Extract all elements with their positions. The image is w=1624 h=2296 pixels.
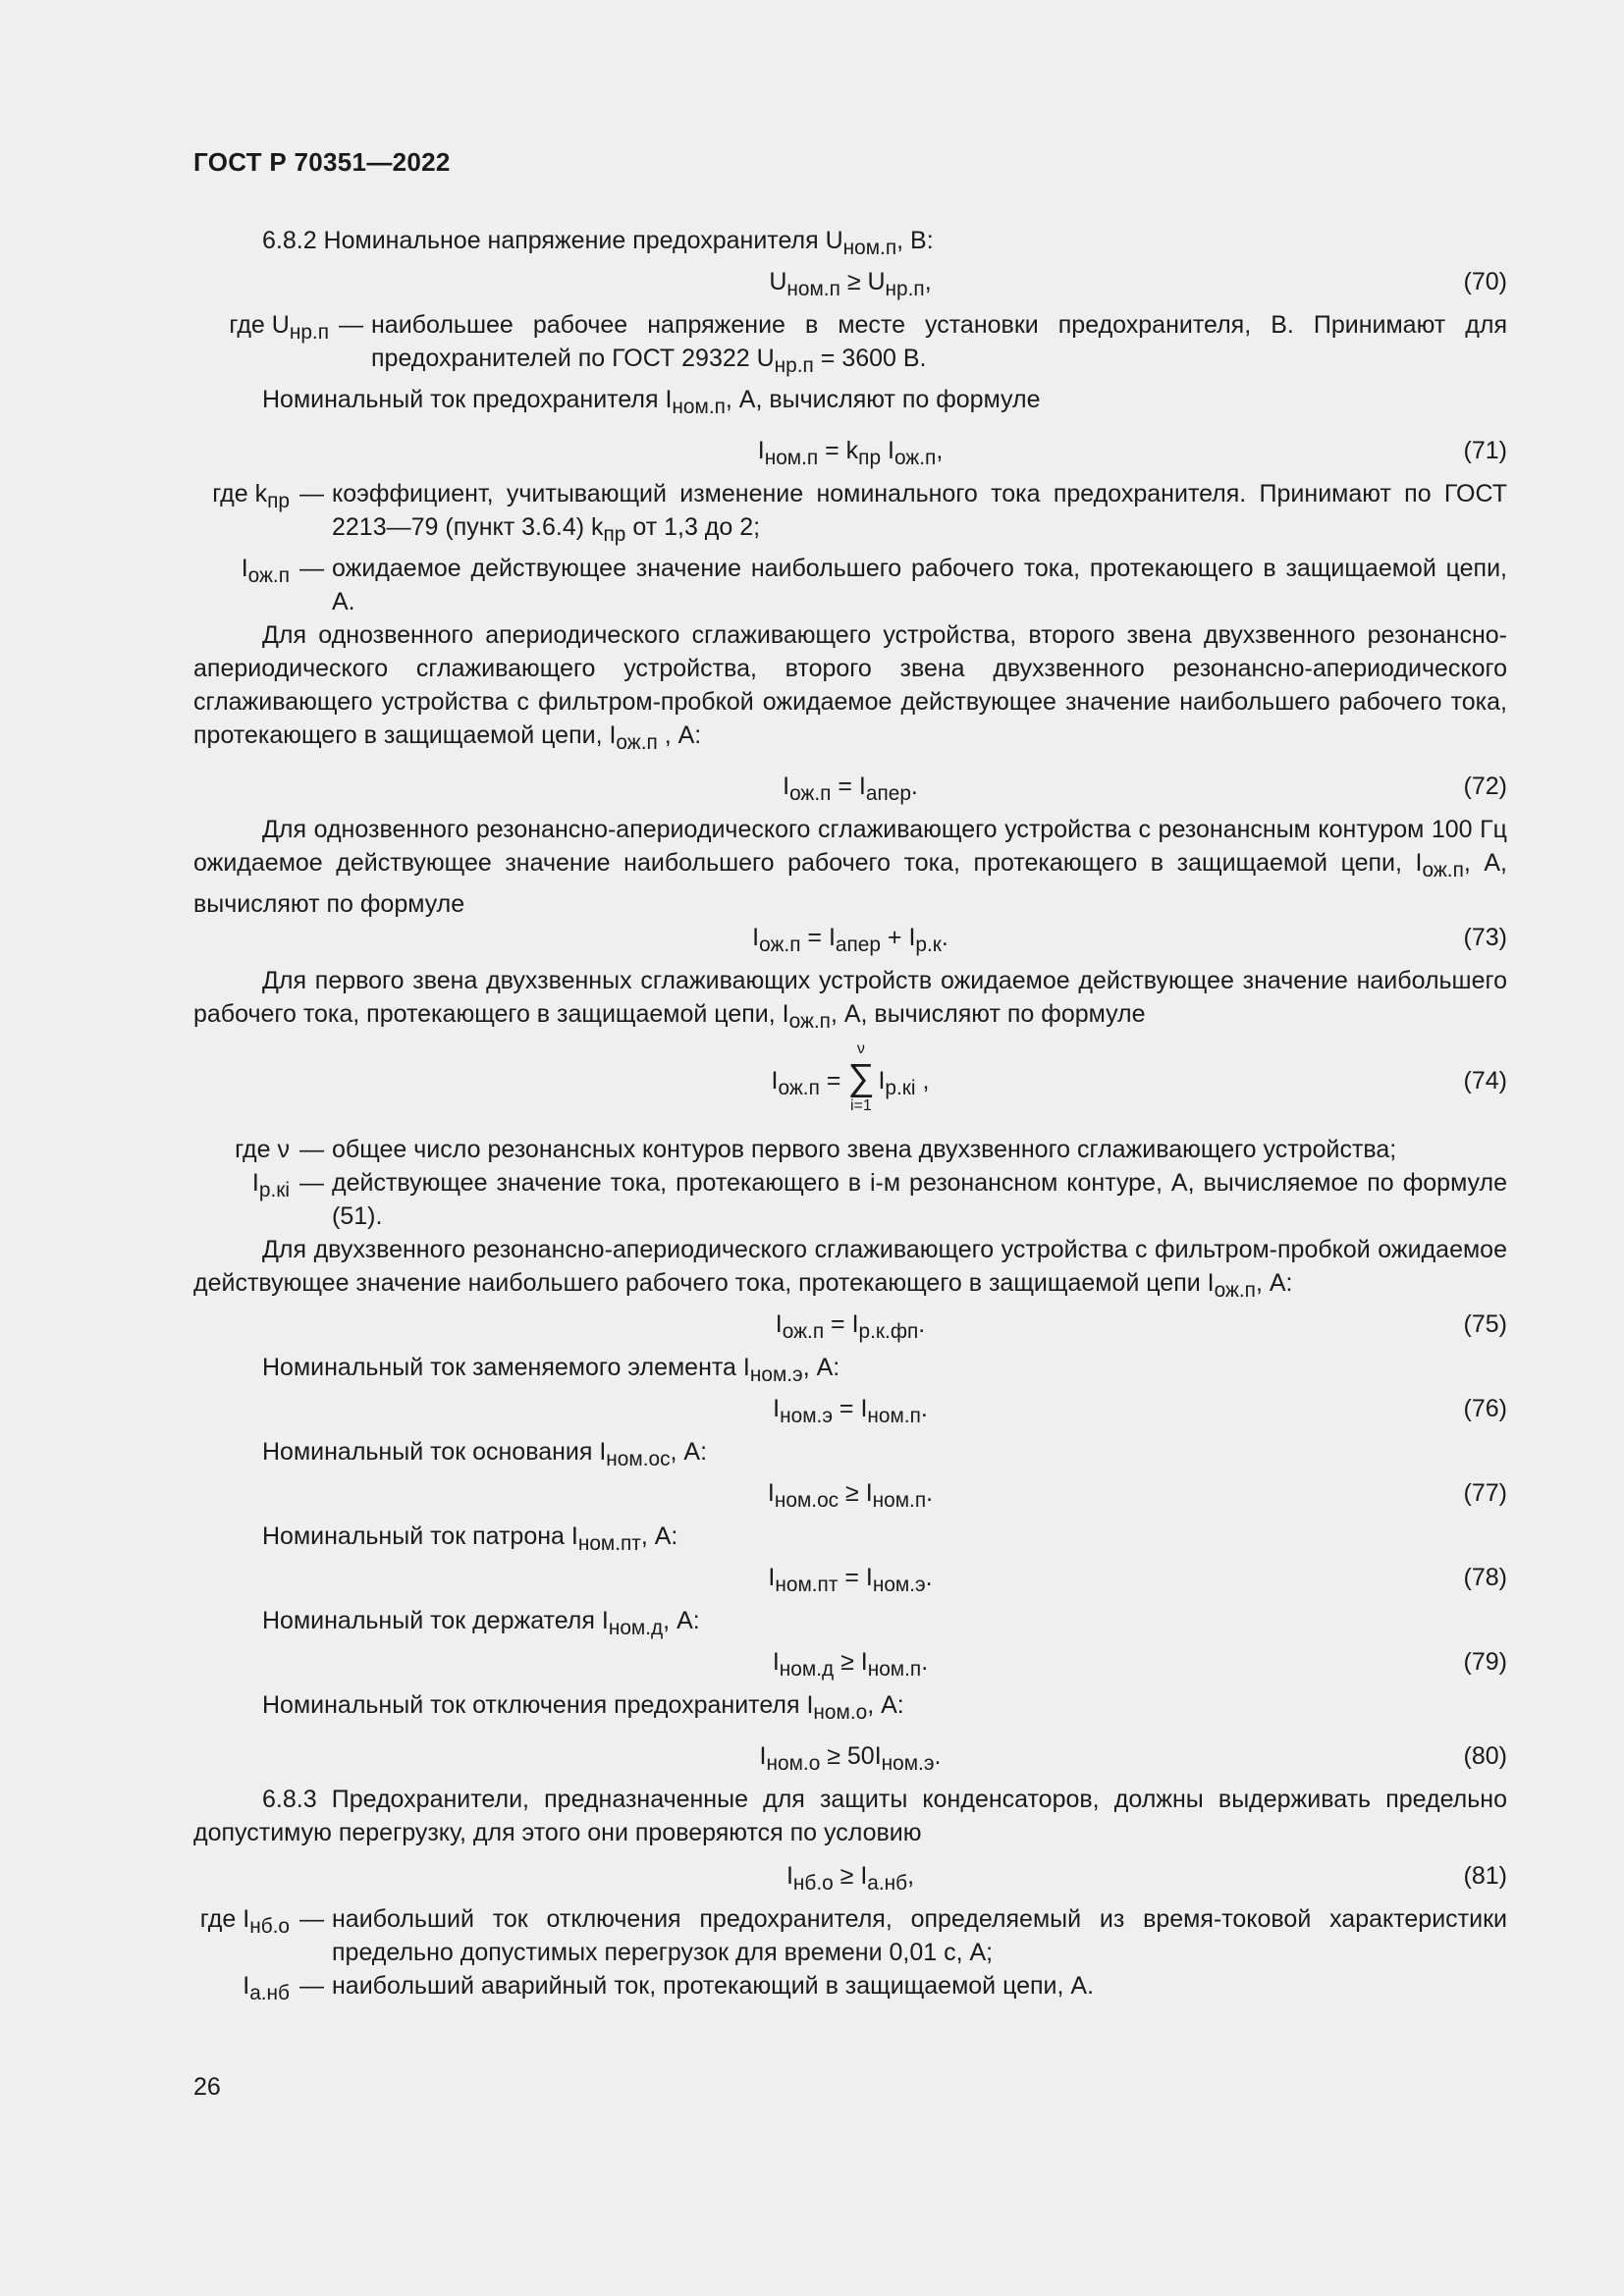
paragraph-rated-current: Номинальный ток предохранителя $I_{ном.п}$, А, вычисляют по формуле	[262, 386, 1041, 418]
paragraph-breaking-current: Номинальный ток отключения предохранителя $I_{ном.о}$, А:	[262, 1691, 904, 1724]
definition-symbol: $I_{ож.п}$	[241, 555, 290, 587]
equation-number: (78)	[1463, 1564, 1507, 1591]
definition-text: действующее значение тока, протекающего в i-м резонансном контуре, А, вычисляемое по формуле (51).	[332, 1169, 1507, 1230]
equation-number: (76)	[1463, 1395, 1507, 1422]
formula-expression: $I_{нб.о} \ge I_{а.нб}$,	[785, 1862, 915, 1895]
formula-expression: $I_{ож.п} = I_{р.к.фп}$.	[775, 1310, 926, 1343]
definition-k-pr	[193, 477, 1507, 552]
formula-71	[193, 434, 1507, 467]
definition-dash: —	[299, 480, 324, 507]
sum-operator	[847, 1041, 874, 1115]
formula-expression: $I_{ном.п} = k_{пр}$ $I_{ож.п}$,	[757, 437, 944, 469]
formula-72	[193, 770, 1507, 803]
paragraph-first-link: Для первого звена двухзвенных сглаживающих устройств ожидаемое действующее значение наибольшего рабочего тока, протекающего в защищаемой цепи, $I_{ож.п}$, А, вычисляют по формуле	[193, 967, 1507, 1033]
definition-symbol: $I_{а.нб}$	[243, 1972, 290, 2004]
definition-i-ozh	[193, 552, 1507, 618]
sum-term: $I_{р.кi}$ ,	[878, 1067, 930, 1099]
formula-74	[193, 1039, 1507, 1123]
equation-number: (77)	[1463, 1479, 1507, 1507]
definition-dash: —	[299, 1905, 324, 1933]
formula-expression: $I_{ож.п} = I_{апер} + I_{р.к}$.	[752, 924, 948, 956]
definition-text: общее число резонансных контуров первого звена двухзвенного сглаживающего устройства;	[332, 1136, 1397, 1163]
formula-73	[193, 921, 1507, 954]
definition-symbol: $I_{р.кi}$	[251, 1169, 290, 1201]
paragraph-aperiodic: Для однозвенного апериодического сглаживающего устройства, второго звена двухзвенного резонансно-апериодического сглаживающего устройства, второго звена двухзвенного резонансно-апериодического сглаживающего устройства с фильтром-пробкой ожидаемое действующее значение наибольшего рабочего тока, протекающего в защищаемой цепи, $I_{ож.п}$ , А:	[193, 621, 1507, 754]
paragraph-cartridge: Номинальный ток патрона $I_{ном.пт}$, А:	[262, 1522, 678, 1555]
paragraph-two-link-filter: Для двухзвенного резонансно-апериодического сглаживающего устройства с фильтром-пробкой ожидаемое действующее значение наибольшего рабочего тока, протекающего в защищаемой цепи $I_{ож.п}$, А:	[193, 1236, 1507, 1302]
definition-text: ожидаемое действующее значение наибольшего рабочего тока, протекающего в защищаемой цепи, А.	[332, 555, 1507, 615]
formula-lhs: $I_{ож.п}$ =	[771, 1067, 841, 1099]
definition-symbol: где $k_{пр}$	[212, 480, 290, 512]
formula-80	[193, 1739, 1507, 1773]
definition-i-rki	[193, 1166, 1507, 1233]
formula-76	[193, 1392, 1507, 1425]
definition-i-nbo	[193, 1902, 1507, 1969]
definition-text: наибольшее рабочее напряжение в месте установки предохранителя, В. Принимают для предохранителей по ГОСТ 29322 $U_{нр.п} = 3600$ В.	[371, 311, 1507, 377]
document-header: ГОСТ Р 70351—2022	[193, 147, 451, 177]
definition-text: коэффициент, учитывающий изменение номинального тока предохранителя. Принимают по ГОСТ 2213—79 (пункт 3.6.4) $k_{пр}$ от 1,3 до 2;	[332, 480, 1507, 546]
formula-expression: $I_{ном.д} \ge I_{ном.п}$.	[772, 1648, 929, 1681]
paragraph-replaceable-element: Номинальный ток заменяемого элемента $I_{ном.э}$, А:	[262, 1354, 840, 1386]
definition-symbol: где $I_{нб.о}$	[199, 1905, 290, 1938]
definition-symbol: где $U_{нр.п}$	[229, 311, 329, 344]
page-number: 26	[193, 2073, 221, 2101]
sum-lower-limit: i=1	[850, 1097, 872, 1115]
formula-expression: $I_{ном.ос} \ge I_{ном.п}$.	[767, 1479, 934, 1512]
equation-number: (79)	[1463, 1648, 1507, 1676]
paragraph-resonant-100hz: Для однозвенного резонансно-апериодического сглаживающего устройства с резонансным контуром 100 Гц ожидаемое действующее значение наибольшего рабочего тока, протекающего в защищаемой цепи, $I_{ож.п}$, А, вычисляют по формуле	[193, 816, 1508, 918]
equation-number: (75)	[1463, 1310, 1507, 1338]
equation-number: (81)	[1463, 1862, 1507, 1890]
section-6-8-2-intro: 6.8.2 Номинальное напряжение предохранителя $U_{ном.п}$, В:	[262, 227, 934, 259]
definition-text: наибольший ток отключения предохранителя, определяемый из время-токовой характеристики предельно допустимых перегрузок для времени 0,01 с, А;	[332, 1905, 1507, 1966]
paragraph-base: Номинальный ток основания $I_{ном.ос}$, А:	[262, 1438, 708, 1470]
formula-70	[193, 265, 1507, 298]
formula-expression: $I_{ном.о} \ge 50I_{ном.э}$.	[759, 1742, 942, 1775]
definition-dash: —	[299, 1136, 324, 1163]
definition-dash: —	[299, 1169, 324, 1197]
equation-number: (73)	[1463, 924, 1507, 951]
equation-number: (72)	[1463, 773, 1507, 800]
sigma-sign: ∑	[847, 1057, 875, 1099]
formula-79	[193, 1645, 1507, 1679]
definition-nu	[193, 1133, 1507, 1166]
equation-number: (70)	[1463, 268, 1507, 295]
formula-75	[193, 1308, 1507, 1341]
formula-81	[193, 1859, 1507, 1893]
formula-expression: $I_{ном.э} = I_{ном.п}$.	[773, 1395, 928, 1427]
sum-upper-limit: ν	[856, 1041, 865, 1058]
formula-78	[193, 1561, 1507, 1594]
formula-expression: $I_{ном.пт} = I_{ном.э}$.	[768, 1564, 933, 1596]
definition-dash: —	[299, 1972, 324, 2000]
definition-i-anb	[193, 1969, 1507, 2010]
formula-expression: $U_{ном.п} \ge U_{нр.п}$,	[769, 268, 932, 300]
equation-number: (74)	[1463, 1067, 1507, 1095]
definition-u-np	[193, 308, 1507, 383]
equation-number: (80)	[1463, 1742, 1507, 1770]
definition-dash: —	[339, 311, 363, 339]
document-body	[193, 224, 1507, 2010]
section-6-8-3: 6.8.3 Предохранители, предназначенные для защиты конденсаторов, должны выдерживать предельно допустимую перегрузку, для этого они проверяются по условию	[193, 1786, 1507, 1846]
definition-symbol: где ν	[235, 1136, 290, 1163]
definition-text: наибольший аварийный ток, протекающий в защищаемой цепи, А.	[332, 1972, 1095, 2000]
definition-dash: —	[299, 555, 324, 582]
formula-expression: $I_{ож.п} = I_{апер}$.	[783, 773, 918, 805]
formula-77	[193, 1476, 1507, 1510]
equation-number: (71)	[1463, 437, 1507, 464]
paragraph-holder: Номинальный ток держателя $I_{ном.д}$, А:	[262, 1607, 700, 1639]
